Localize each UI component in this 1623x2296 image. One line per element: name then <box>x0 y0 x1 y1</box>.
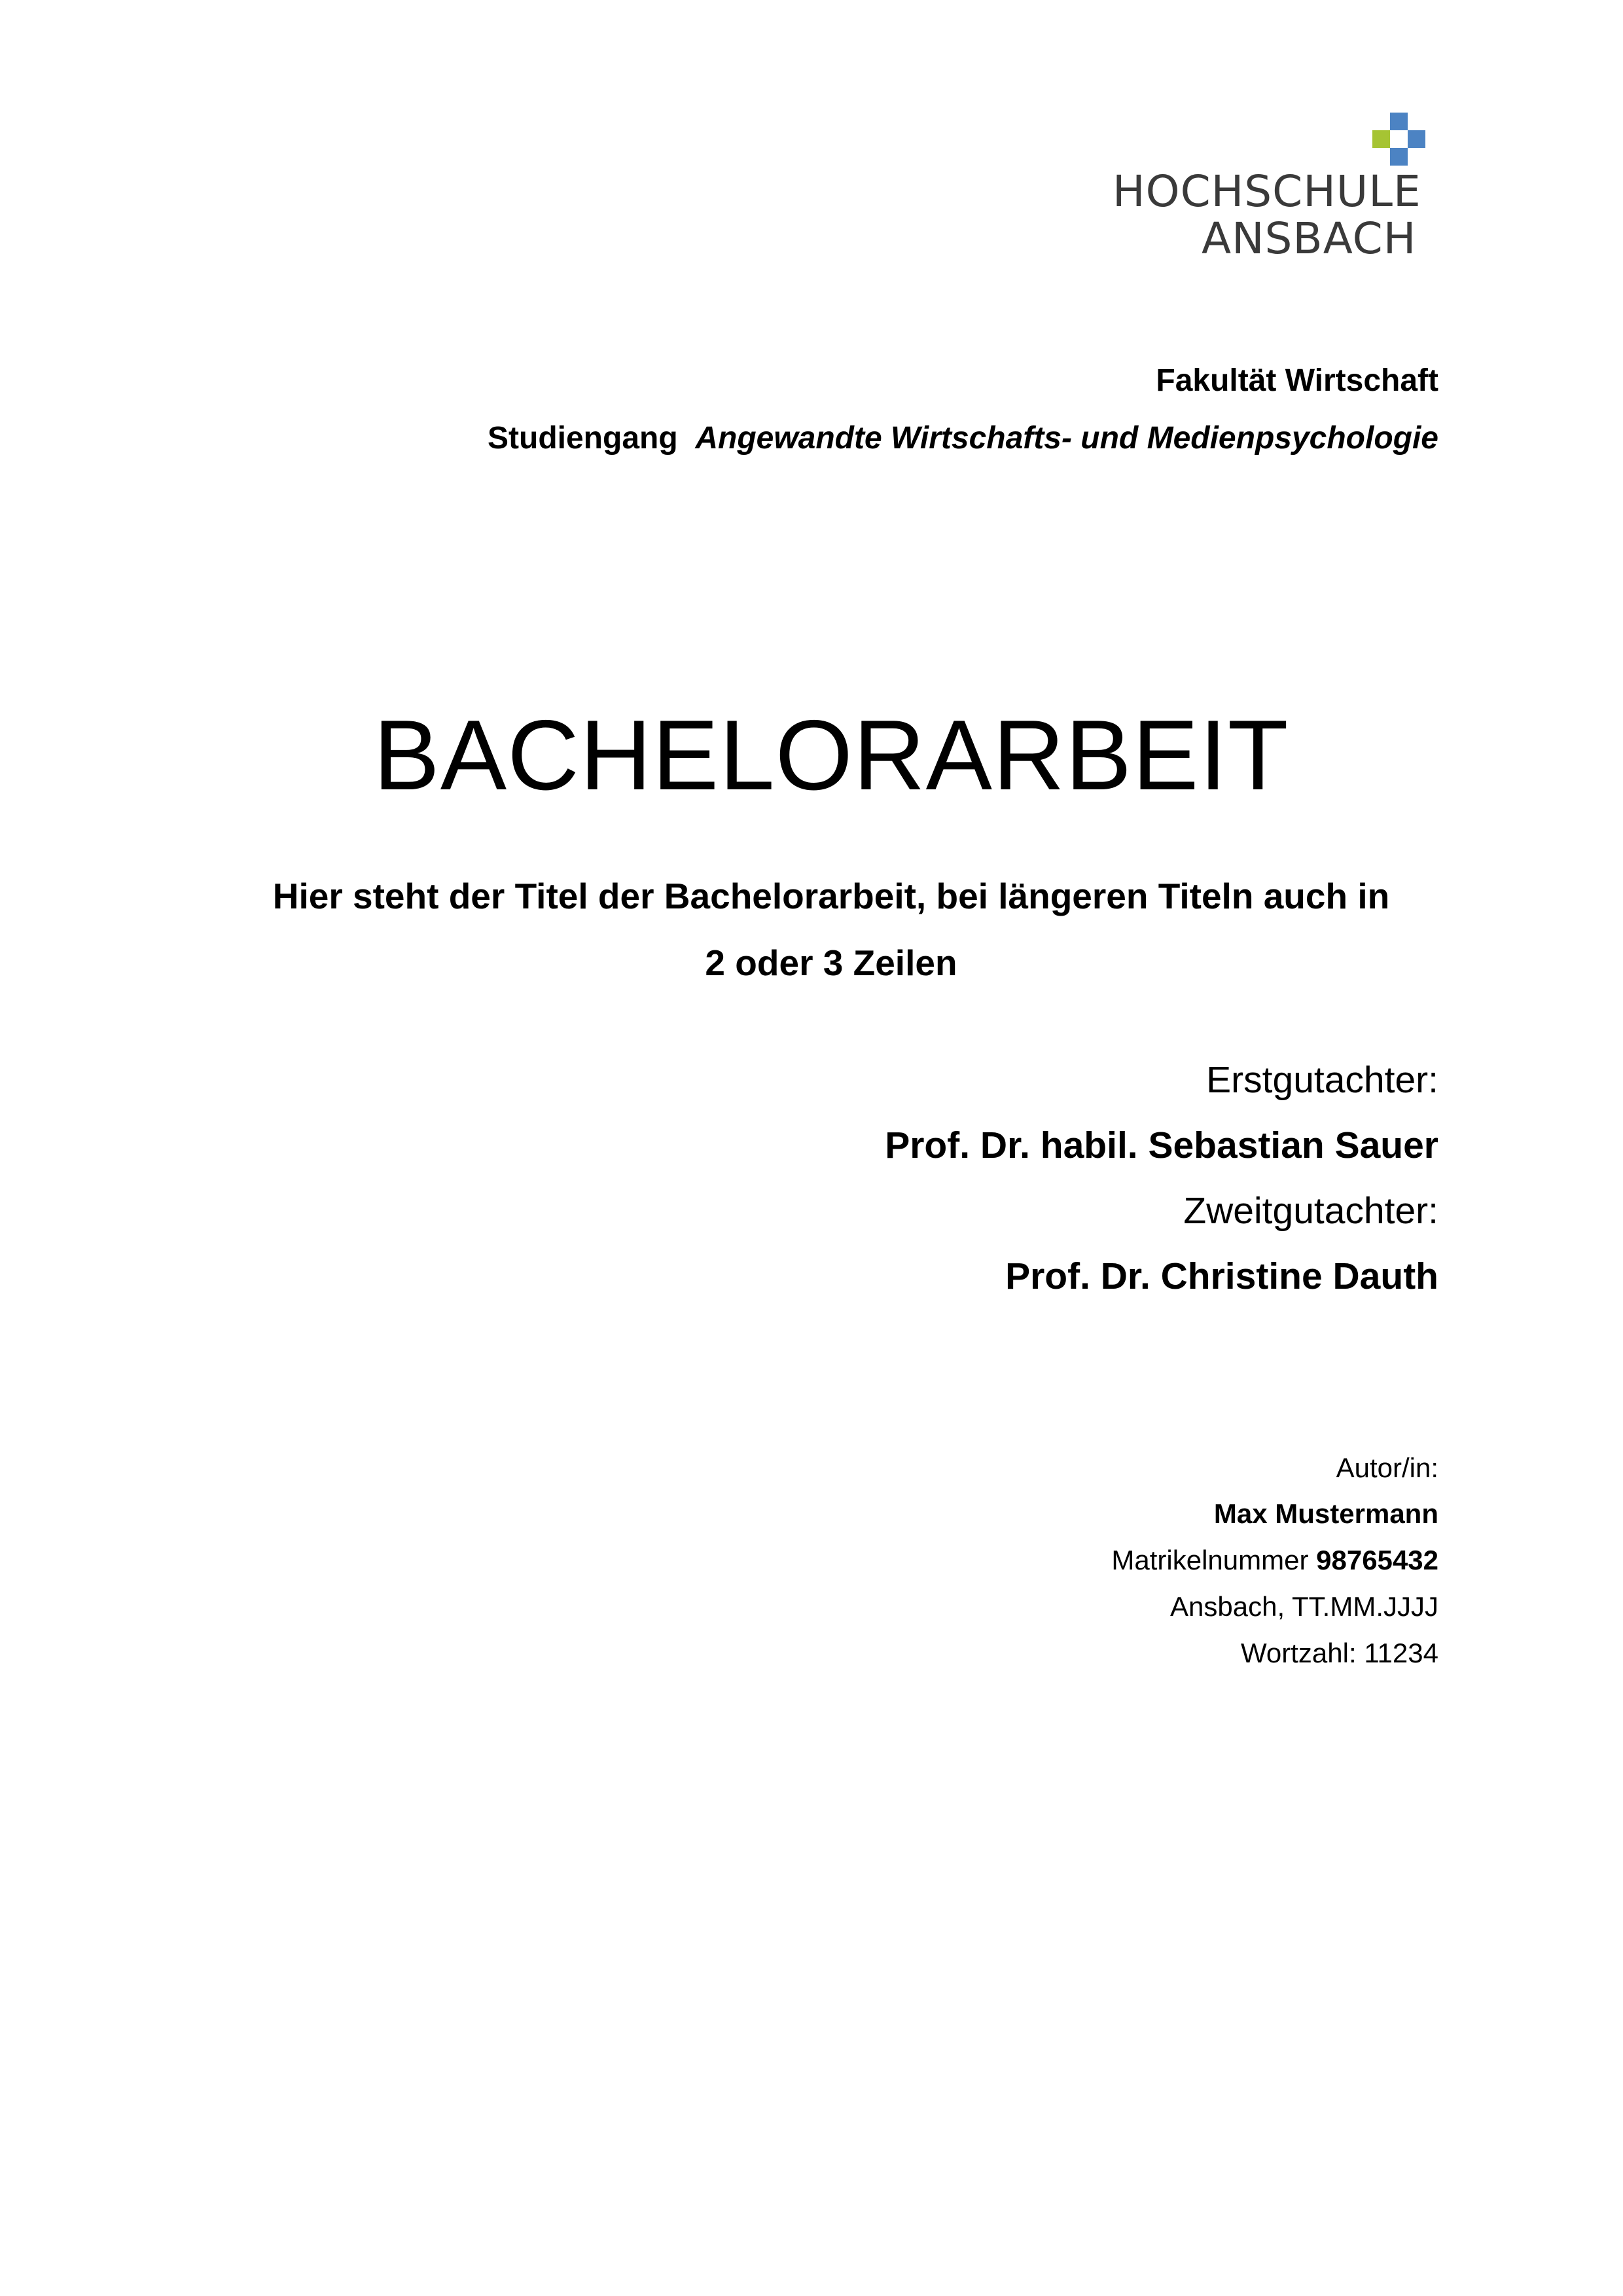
second-examiner-name: Prof. Dr. Christine Dauth <box>1005 1255 1438 1297</box>
university-logo <box>1113 111 1453 268</box>
matriculation-value: 98765432 <box>1316 1545 1438 1575</box>
program-label: Studiengang <box>488 421 678 456</box>
author-label: Autor/in: <box>1336 1452 1438 1483</box>
logo-square-blue-bottom <box>1390 148 1408 166</box>
matriculation-number <box>1111 1547 1438 1574</box>
author-name: Max Mustermann <box>1213 1498 1438 1529</box>
second-examiner-label: Zweitgutachter: <box>1183 1190 1438 1232</box>
document-type-heading: BACHELORARBEIT <box>373 700 1289 811</box>
logo-square-blue-right <box>1408 130 1425 148</box>
faculty-name: Fakultät Wirtschaft <box>1156 363 1438 398</box>
logo-square-green <box>1372 130 1390 148</box>
study-program <box>488 423 1438 454</box>
program-name: Angewandte Wirtschafts- und Medienpsychologie <box>695 421 1438 456</box>
logo-text-line1: HOCHSCHULE <box>1113 166 1421 217</box>
thesis-title-line1: Hier steht der Titel der Bachelorarbeit, bei längeren Titeln auch in <box>272 876 1390 916</box>
thesis-title-line2: 2 oder 3 Zeilen <box>705 942 957 983</box>
thesis-title <box>223 863 1440 996</box>
logo-square-blue-top <box>1390 113 1408 130</box>
logo-text-line2: ANSBACH <box>1202 213 1417 264</box>
matriculation-label: Matrikelnummer <box>1111 1545 1309 1575</box>
first-examiner-label: Erstgutachter: <box>1206 1059 1438 1101</box>
first-examiner-name: Prof. Dr. habil. Sebastian Sauer <box>885 1124 1438 1166</box>
place-date: Ansbach, TT.MM.JJJJ <box>1170 1591 1438 1622</box>
word-count: Wortzahl: 11234 <box>1241 1638 1438 1668</box>
